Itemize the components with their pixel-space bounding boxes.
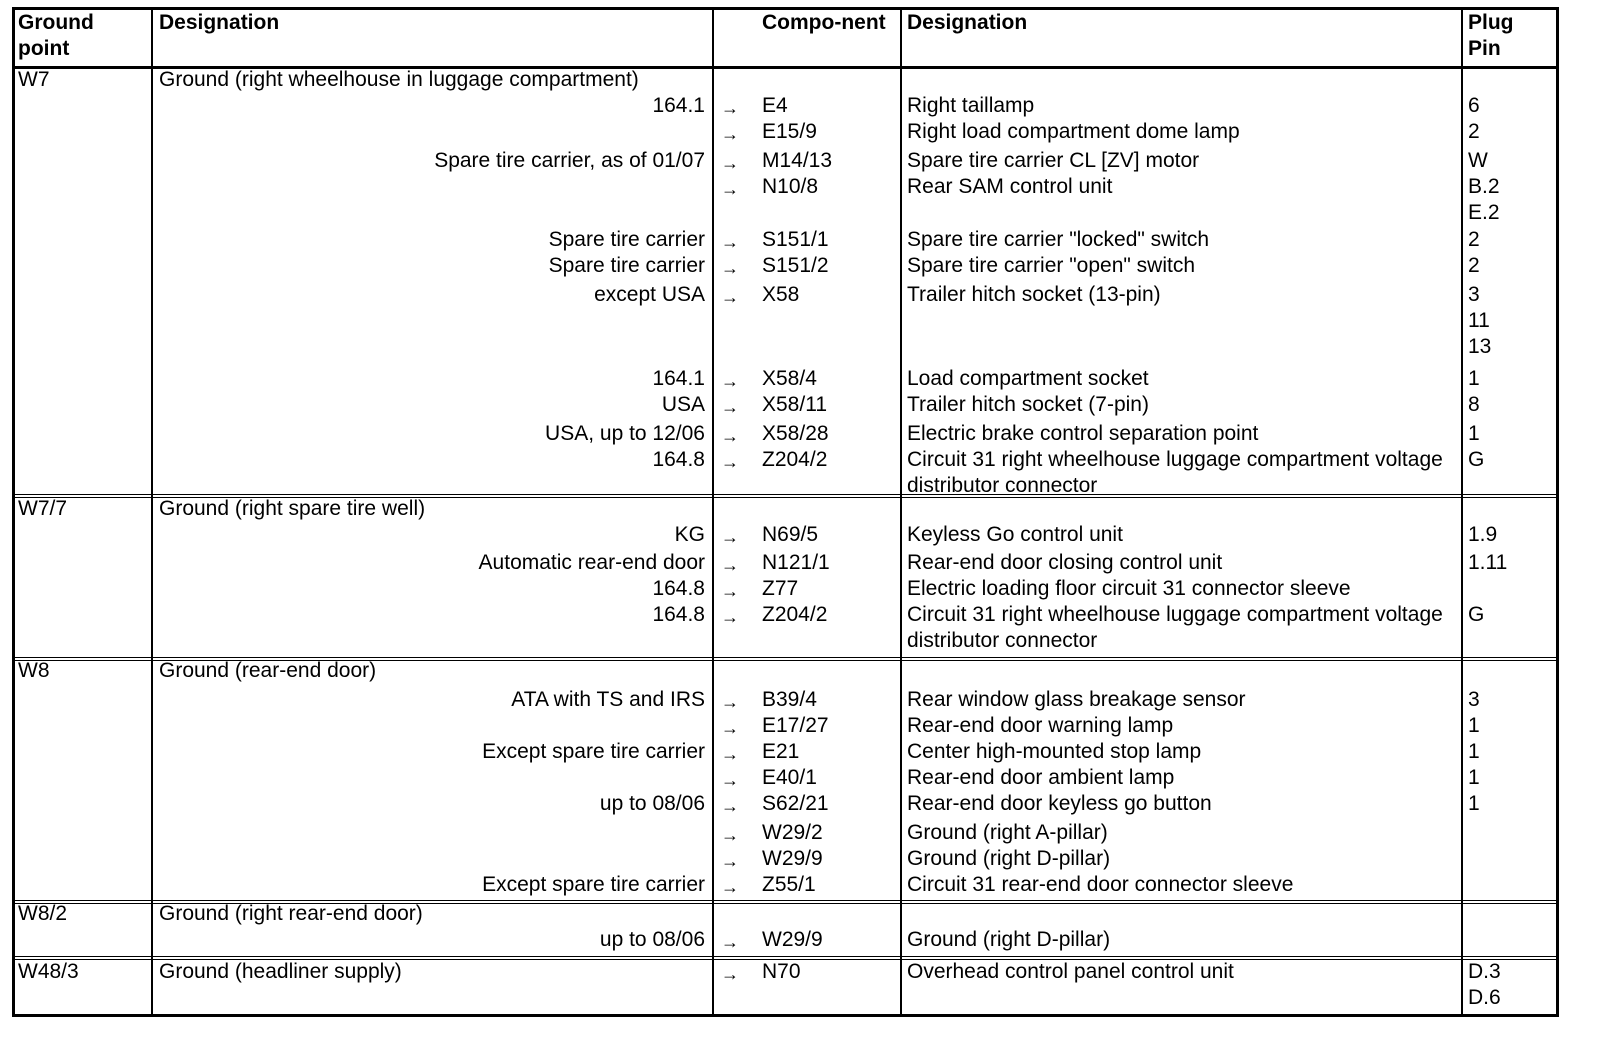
pin-value: 1 <box>1468 766 1480 789</box>
row-condition: Except spare tire carrier <box>482 740 705 763</box>
row-component: N70 <box>762 960 801 983</box>
row-condition: Spare tire carrier <box>548 254 705 277</box>
row-pins <box>1468 687 1480 713</box>
pin-value: B.2 <box>1468 175 1500 198</box>
pin-value: 3 <box>1468 688 1480 711</box>
table-row <box>15 253 1556 279</box>
header-component: Compo-nent <box>762 11 886 34</box>
row-pins <box>1468 148 1488 174</box>
row-component: B39/4 <box>762 688 817 711</box>
row-condition: up to 08/06 <box>599 928 705 951</box>
row-condition: Except spare tire carrier <box>482 873 705 896</box>
table-row <box>15 791 1556 817</box>
pin-value: D.6 <box>1468 986 1501 1009</box>
row-pins <box>1468 739 1480 765</box>
header-designation: Designation <box>159 11 280 34</box>
table-row <box>15 820 1556 846</box>
row-description: Ground (right D-pillar) <box>907 928 1111 951</box>
ground-point-designation: Ground (right wheelhouse in luggage compartment) <box>159 68 639 91</box>
row-description: Electric loading floor circuit 31 connector sleeve <box>907 577 1351 600</box>
table-row <box>15 421 1556 447</box>
row-pins <box>1468 174 1500 226</box>
row-description: Rear-end door ambient lamp <box>907 766 1175 789</box>
pin-value: G <box>1468 448 1485 471</box>
pin-value: 11 <box>1468 309 1490 332</box>
pin-value: 8 <box>1468 393 1480 416</box>
ground-point-id: W7 <box>18 68 50 91</box>
arrow-icon: → <box>721 371 739 391</box>
table-row <box>15 119 1556 145</box>
ground-point-id: W8/2 <box>18 902 68 925</box>
pin-value: 2 <box>1468 254 1480 277</box>
row-condition: KG <box>674 523 705 546</box>
table-row <box>15 713 1556 739</box>
row-pins <box>1468 959 1501 1011</box>
row-condition: Automatic rear-end door <box>478 551 705 574</box>
row-description: Ground (right D-pillar) <box>907 847 1111 870</box>
row-description: Keyless Go control unit <box>907 523 1123 546</box>
pin-value: 1 <box>1468 367 1480 390</box>
row-component: W29/9 <box>762 847 823 870</box>
ground-point-id: W7/7 <box>18 497 68 520</box>
row-pins <box>1468 392 1480 418</box>
arrow-icon: → <box>721 258 739 278</box>
row-condition: Spare tire carrier, as of 01/07 <box>434 149 705 172</box>
table-row <box>15 148 1556 174</box>
table-row <box>15 602 1556 652</box>
pin-value: 3 <box>1468 283 1480 306</box>
row-condition: except USA <box>594 283 705 306</box>
arrow-icon: → <box>721 153 739 173</box>
arrow-icon: → <box>721 964 739 984</box>
ground-point-designation: Ground (rear-end door) <box>159 659 377 682</box>
table-row <box>15 739 1556 765</box>
arrow-icon: → <box>721 555 739 575</box>
header-plug-pin: Plug Pin <box>1468 11 1514 60</box>
arrow-icon: → <box>721 796 739 816</box>
row-condition: 164.8 <box>652 577 705 600</box>
row-component: M14/13 <box>762 149 833 172</box>
table-row <box>15 93 1556 119</box>
arrow-icon: → <box>721 287 739 307</box>
row-component: W29/2 <box>762 821 823 844</box>
pin-value: 13 <box>1468 335 1492 358</box>
row-pins <box>1468 791 1480 817</box>
row-condition: up to 08/06 <box>599 792 705 815</box>
row-description: Rear window glass breakage sensor <box>907 688 1246 711</box>
row-pins <box>1468 713 1480 739</box>
row-description: Ground (right A-pillar) <box>907 821 1108 844</box>
table-row <box>15 872 1556 898</box>
row-description: Rear-end door warning lamp <box>907 714 1174 737</box>
ground-point-designation: Ground (headliner supply) <box>159 960 402 983</box>
table-row <box>15 959 1556 1009</box>
table-row <box>15 765 1556 791</box>
row-component: S62/21 <box>762 792 829 815</box>
pin-value: 1 <box>1468 740 1480 763</box>
arrow-icon: → <box>721 397 739 417</box>
row-pins <box>1468 421 1480 447</box>
arrow-icon: → <box>721 124 739 144</box>
row-description: Trailer hitch socket (7-pin) <box>907 393 1149 416</box>
arrow-icon: → <box>721 527 739 547</box>
table-row <box>15 550 1556 576</box>
row-component: W29/9 <box>762 928 823 951</box>
pin-value: 1.9 <box>1468 523 1498 546</box>
row-pins <box>1468 602 1484 628</box>
row-component: E15/9 <box>762 120 817 143</box>
row-condition: 164.8 <box>652 448 705 471</box>
table-row <box>15 392 1556 418</box>
row-description: Spare tire carrier CL [ZV] motor <box>907 149 1200 172</box>
row-pins <box>1468 447 1484 473</box>
row-condition: Spare tire carrier <box>548 228 705 251</box>
pin-value: W <box>1468 149 1488 172</box>
arrow-icon: → <box>721 581 739 601</box>
row-description: Rear SAM control unit <box>907 175 1113 198</box>
row-component: E4 <box>762 94 788 117</box>
table-row <box>15 927 1556 953</box>
row-component: Z77 <box>762 577 799 600</box>
row-description: Circuit 31 right wheelhouse luggage compartment voltage distributor connector <box>907 603 1443 652</box>
ground-point-designation: Ground (right rear-end door) <box>159 902 423 925</box>
row-condition: ATA with TS and IRS <box>511 688 705 711</box>
pin-value: D.3 <box>1468 960 1501 983</box>
arrow-icon: → <box>721 744 739 764</box>
arrow-icon: → <box>721 718 739 738</box>
row-component: X58/4 <box>762 367 817 390</box>
row-condition: USA <box>661 393 705 416</box>
header-component-designation: Designation <box>907 11 1028 34</box>
arrow-icon: → <box>721 98 739 118</box>
arrow-icon: → <box>721 232 739 252</box>
arrow-icon: → <box>721 851 739 871</box>
arrow-icon: → <box>721 607 739 627</box>
row-description: Rear-end door keyless go button <box>907 792 1212 815</box>
row-component: E40/1 <box>762 766 817 789</box>
row-pins <box>1468 550 1507 576</box>
row-component: S151/1 <box>762 228 829 251</box>
arrow-icon: → <box>721 426 739 446</box>
table-row <box>15 282 1556 358</box>
row-component: X58/28 <box>762 422 829 445</box>
pin-value: 6 <box>1468 94 1480 117</box>
row-component: X58/11 <box>762 393 827 416</box>
table-row <box>15 366 1556 392</box>
row-description: Right taillamp <box>907 94 1035 117</box>
row-pins <box>1468 119 1480 145</box>
row-component: S151/2 <box>762 254 829 277</box>
pin-value: E.2 <box>1468 201 1500 224</box>
table-row <box>15 174 1556 224</box>
row-description: Trailer hitch socket (13-pin) <box>907 283 1161 306</box>
row-component: Z55/1 <box>762 873 816 896</box>
ground-point-table <box>12 7 1559 1017</box>
pin-value: 2 <box>1468 228 1480 251</box>
row-component: Z204/2 <box>762 448 828 471</box>
table-row <box>15 522 1556 548</box>
row-description: Electric brake control separation point <box>907 422 1259 445</box>
row-description: Center high-mounted stop lamp <box>907 740 1202 763</box>
arrow-icon: → <box>721 932 739 952</box>
arrow-icon: → <box>721 877 739 897</box>
arrow-icon: → <box>721 692 739 712</box>
ground-point-id: W48/3 <box>18 960 79 983</box>
row-pins <box>1468 366 1480 392</box>
row-description: Rear-end door closing control unit <box>907 551 1223 574</box>
row-pins <box>1468 522 1497 548</box>
ground-point-designation: Ground (right spare tire well) <box>159 497 426 520</box>
header-ground-point: Ground point <box>18 11 94 60</box>
table-row <box>15 447 1556 497</box>
row-description: Spare tire carrier "locked" switch <box>907 228 1210 251</box>
row-description: Circuit 31 right wheelhouse luggage compartment voltage distributor connector <box>907 448 1443 497</box>
row-component: E21 <box>762 740 800 763</box>
table-row <box>15 576 1556 602</box>
arrow-icon: → <box>721 825 739 845</box>
row-description: Spare tire carrier "open" switch <box>907 254 1196 277</box>
row-description: Overhead control panel control unit <box>907 960 1234 983</box>
pin-value: G <box>1468 603 1485 626</box>
row-component: N121/1 <box>762 551 830 574</box>
pin-value: 1 <box>1468 422 1480 445</box>
row-component: E17/27 <box>762 714 829 737</box>
pin-value: 2 <box>1468 120 1480 143</box>
row-component: X58 <box>762 283 800 306</box>
row-condition: 164.1 <box>652 367 705 390</box>
row-description: Circuit 31 rear-end door connector sleeve <box>907 873 1294 896</box>
arrow-icon: → <box>721 770 739 790</box>
row-pins <box>1468 253 1480 279</box>
row-description: Right load compartment dome lamp <box>907 120 1240 143</box>
row-component: Z204/2 <box>762 603 828 626</box>
pin-value: 1 <box>1468 792 1480 815</box>
row-condition: 164.1 <box>652 94 705 117</box>
row-description: Load compartment socket <box>907 367 1149 390</box>
row-component: N10/8 <box>762 175 819 198</box>
arrow-icon: → <box>721 452 739 472</box>
arrow-icon: → <box>721 179 739 199</box>
ground-point-id: W8 <box>18 659 50 682</box>
pin-value: 1.11 <box>1468 551 1508 574</box>
row-condition: 164.8 <box>652 603 705 626</box>
pin-value: 1 <box>1468 714 1480 737</box>
row-component: N69/5 <box>762 523 819 546</box>
table-row <box>15 687 1556 713</box>
row-condition: USA, up to 12/06 <box>545 422 705 445</box>
table-row <box>15 227 1556 253</box>
row-pins <box>1468 765 1480 791</box>
row-pins <box>1468 227 1480 253</box>
row-pins <box>1468 93 1480 119</box>
table-row <box>15 846 1556 872</box>
row-pins <box>1468 282 1491 360</box>
